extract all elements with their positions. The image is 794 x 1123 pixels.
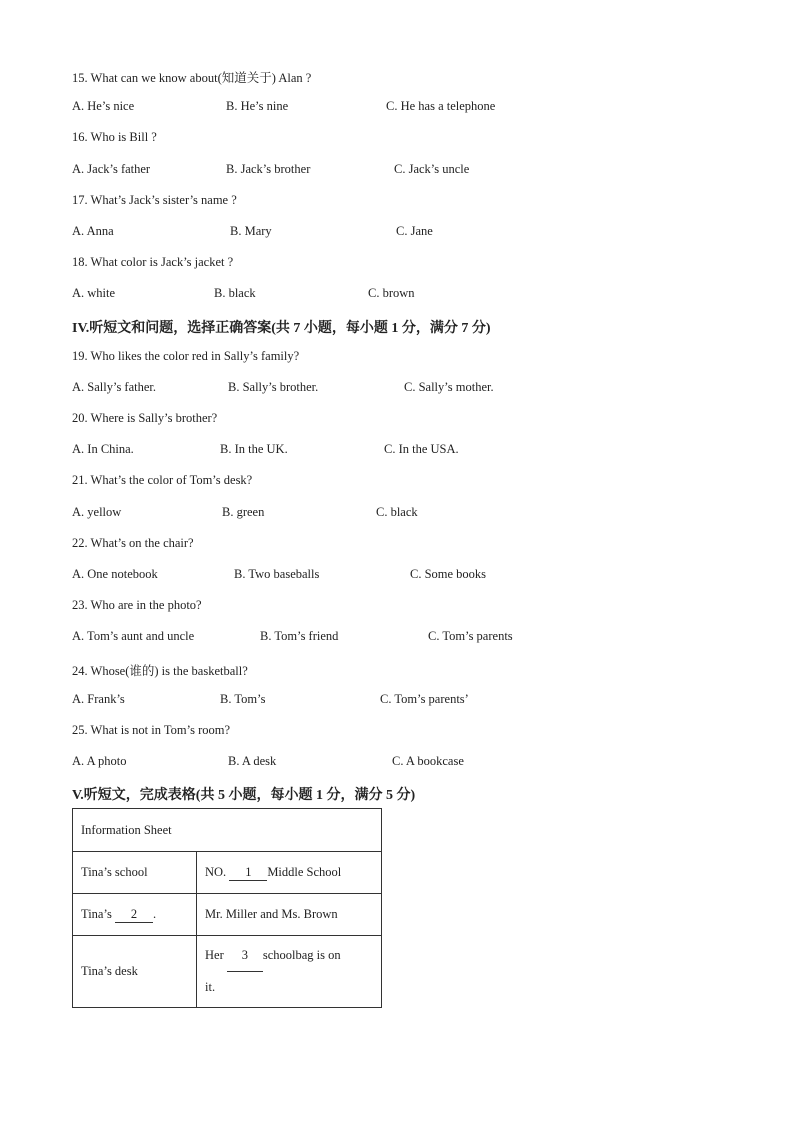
- information-sheet-table: [72, 808, 382, 1008]
- option-c: C. Tom’s parents’: [380, 691, 469, 706]
- question-21: 21. What’s the color of Tom’s desk?: [72, 473, 253, 488]
- options-16: [72, 160, 732, 191]
- option-b: B. black: [214, 286, 256, 301]
- question-17: 17. What’s Jack’s sister’s name ?: [72, 192, 237, 207]
- option-b: B. A desk: [228, 754, 277, 769]
- option-a: A. white: [72, 286, 116, 301]
- question-23: 23. Who are in the photo?: [72, 598, 202, 613]
- section-heading-iv: IV.听短文和问题，选择正确答案(共 7 小题，每小题 1 分，满分 7 分): [72, 320, 491, 336]
- option-a: A. One notebook: [72, 567, 158, 581]
- table-title: Information Sheet: [73, 809, 382, 852]
- answer-blank-3[interactable]: 3: [227, 940, 263, 972]
- option-c: C. In the USA.: [384, 442, 459, 457]
- question-18: 18. What color is Jack’s jacket ?: [72, 255, 234, 270]
- options-18: [72, 284, 732, 315]
- question-22: 22. What’s on the chair?: [72, 535, 194, 550]
- answer-blank-2[interactable]: 2: [115, 907, 153, 923]
- option-b: B. Mary: [230, 223, 272, 238]
- section-heading-v: V.听短文，完成表格(共 5 小题，每小题 1 分，满分 5 分): [72, 788, 416, 804]
- question-19: 19. Who likes the color red in Sally’s family?: [72, 348, 300, 363]
- question-24: 24. Whose(谁的) is the basketball?: [72, 663, 248, 678]
- exam-page: [72, 66, 732, 815]
- option-b: B. In the UK.: [220, 442, 288, 457]
- options-20: [72, 440, 732, 471]
- option-c: C. Sally’s mother.: [404, 379, 494, 394]
- options-25: [72, 752, 732, 783]
- options-17: [72, 222, 732, 253]
- answer-blank-1[interactable]: 1: [229, 865, 267, 881]
- option-a: A. Sally’s father.: [72, 379, 157, 394]
- option-c: C. A bookcase: [392, 754, 464, 769]
- option-a: A. yellow: [72, 504, 122, 519]
- question-16: 16. Who is Bill ?: [72, 130, 157, 145]
- option-a: A. Tom’s aunt and uncle: [72, 629, 195, 644]
- option-c: C. Tom’s parents: [428, 629, 513, 644]
- row-label-desk: Tina’s desk: [73, 936, 197, 1008]
- question-20: 20. Where is Sally’s brother?: [72, 411, 218, 426]
- option-a: A. Frank’s: [72, 691, 125, 706]
- options-24: [72, 690, 732, 721]
- option-c: C. brown: [368, 286, 415, 301]
- option-c: C. Jane: [396, 223, 433, 238]
- option-a: A. He’s nice: [72, 99, 135, 114]
- options-15: [72, 97, 732, 128]
- option-b: B. Tom’s friend: [260, 629, 339, 644]
- row-value-desk: Her 3 schoolbag is on it.: [197, 936, 382, 1008]
- row-label-teachers: Tina’s 2 .: [73, 894, 197, 936]
- option-b: B. He’s nine: [226, 99, 289, 114]
- question-25: 25. What is not in Tom’s room?: [72, 722, 231, 737]
- option-b: B. Jack’s brother: [226, 161, 311, 176]
- options-22: [72, 565, 732, 596]
- option-a: A. A photo: [72, 754, 127, 769]
- option-b: B. Two baseballs: [234, 567, 320, 581]
- option-b: B. Tom’s: [220, 691, 266, 706]
- option-c: C. black: [376, 504, 418, 519]
- options-23: [72, 627, 732, 658]
- option-b: B. Sally’s brother.: [228, 379, 319, 394]
- option-b: B. green: [222, 504, 265, 519]
- question-15: 15. What can we know about(知道关于) Alan ?: [72, 71, 312, 85]
- option-c: C. Jack’s uncle: [394, 161, 470, 176]
- row-value-teachers: Mr. Miller and Ms. Brown: [197, 894, 382, 936]
- option-c: C. He has a telephone: [386, 99, 496, 114]
- row-label-school: Tina’s school: [73, 852, 197, 894]
- option-a: A. Anna: [72, 223, 114, 238]
- option-a: A. Jack’s father: [72, 161, 151, 176]
- options-19: [72, 378, 732, 409]
- option-c: C. Some books: [410, 567, 487, 581]
- options-21: [72, 503, 732, 534]
- option-a: A. In China.: [72, 442, 134, 457]
- row-value-school: NO. 1 Middle School: [197, 852, 382, 894]
